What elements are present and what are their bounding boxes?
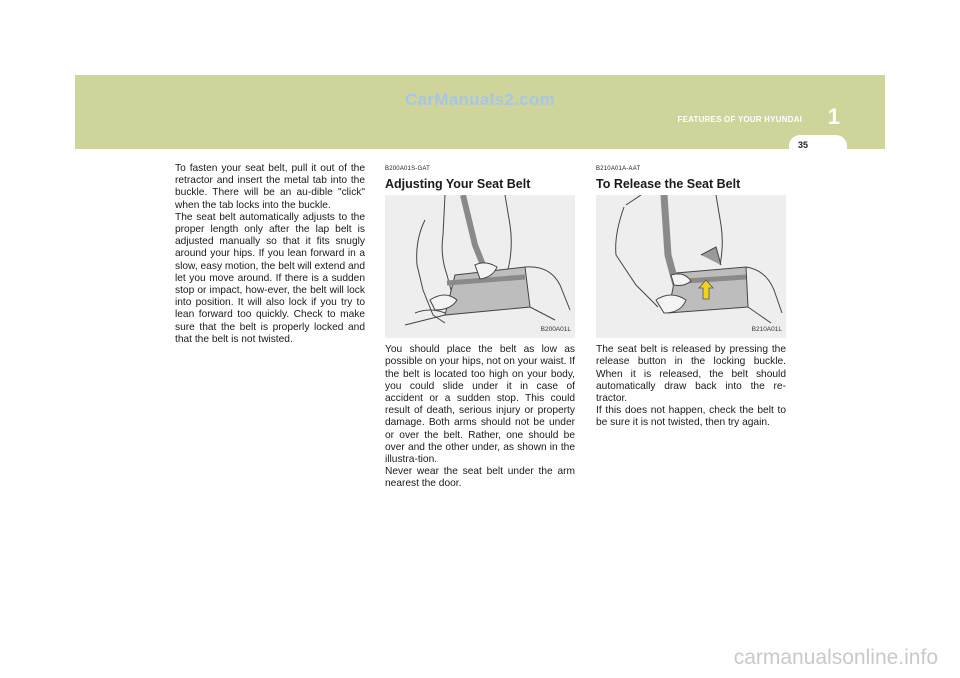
release-paragraph-2: If this does not happen, check the belt to be sure it is not twisted, then try again. bbox=[596, 405, 786, 429]
adjusting-figure-code: B200A01L bbox=[540, 326, 571, 333]
watermark-carmanuals2[interactable]: CarManuals2.com bbox=[405, 90, 555, 109]
adjusting-section-code: B200A01S-GAT bbox=[385, 166, 430, 172]
intro-paragraph-2: The seat belt automatically adjusts to the proper length only after the lap belt is adjusted manually so that it fits snugly around your hips. If you lean forward in a slow, easy motion, the belt will extend and let you move around. If there is a sudden stop or impact, how-ever, the belt will lock into position. It will also lock if you try to lean forward too quickly. Check to make sure that the belt is properly locked and that the belt is not twisted. bbox=[175, 211, 365, 345]
press-arrow-shape bbox=[699, 280, 713, 299]
adjusting-paragraph-2: Never wear the seat belt under the arm nearest the door. bbox=[385, 466, 575, 490]
adjusting-illustration bbox=[385, 195, 575, 338]
release-section-code: B210A01A-AAT bbox=[596, 166, 641, 172]
seat-belt-adjust-illustration bbox=[385, 195, 575, 338]
release-column bbox=[596, 163, 786, 430]
press-arrow-icon bbox=[596, 195, 786, 338]
page-number: 35 bbox=[797, 140, 808, 150]
watermark-carmanualsonline[interactable]: carmanualsonline.info bbox=[733, 646, 938, 669]
release-paragraph-1: The seat belt is released by pressing the release button in the locking buckle. When it is released, the belt should automatically draw back into the re-tractor. bbox=[596, 344, 786, 405]
release-illustration bbox=[596, 195, 786, 338]
release-section-title: To Release the Seat Belt bbox=[596, 177, 741, 192]
header-band bbox=[75, 75, 885, 149]
chapter-number: 1 bbox=[827, 104, 840, 129]
adjusting-section-title: Adjusting Your Seat Belt bbox=[385, 177, 531, 192]
intro-column bbox=[175, 163, 365, 346]
adjusting-column bbox=[385, 163, 575, 491]
adjusting-paragraph-1: You should place the belt as low as possible on your hips, not on your waist. If the belt is located too high on your body, you could slide under it in case of accident or a sudden stop. This could result of death, serious injury or property damage. Both arms should not be under or over the belt. Rather, one should be over and the other under, as shown in the illustra-tion. bbox=[385, 344, 575, 466]
intro-paragraph-1: To fasten your seat belt, pull it out of the retractor and insert the metal tab into the buckle. There will be an au-dible "click" when the tab locks into the buckle. bbox=[175, 163, 365, 211]
release-figure-code: B210A01L bbox=[751, 326, 782, 333]
chapter-title: FEATURES OF YOUR HYUNDAI bbox=[677, 115, 802, 124]
